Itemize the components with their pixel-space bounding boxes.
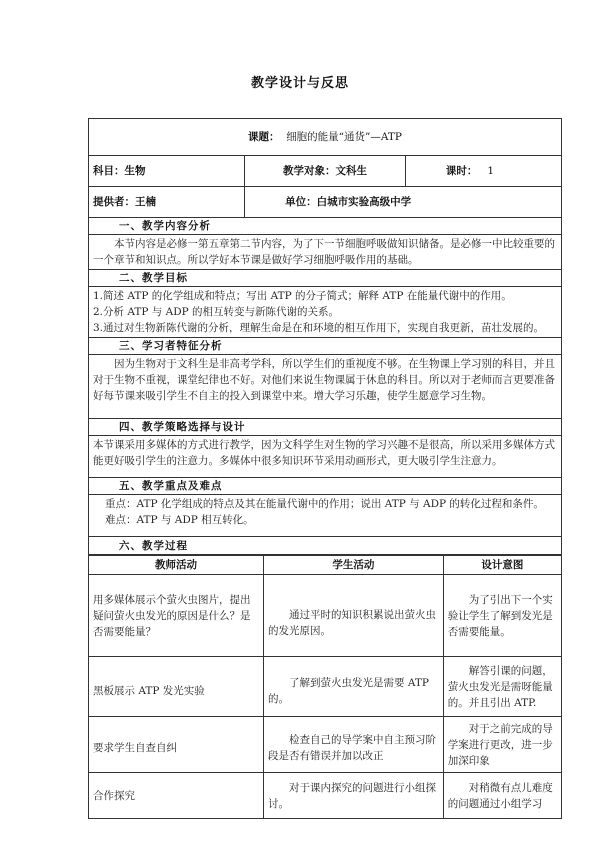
teacher-activity-cell: 要求学生自查自纠 bbox=[89, 717, 264, 773]
process-table bbox=[88, 555, 562, 819]
process-header-row bbox=[89, 556, 562, 575]
section-body: 本节课采用多媒体的方式进行教学，因为文科学生对生物的学习兴趣不是很高，所以采用多媒体方式能更好吸引学生的注意力。多媒体中很多知识环节采用动画形式，更大吸引学生注意力。 bbox=[89, 436, 562, 478]
section-heading: 一、教学内容分析 bbox=[89, 218, 562, 235]
section-heading: 三、学习者特征分析 bbox=[89, 338, 562, 355]
provider-value: 王楠 bbox=[135, 196, 156, 208]
objective-item: 3.通过对生物新陈代谢的分析，理解生命是在和环境的相互作用下，实现自我更新，苗壮发展的。 bbox=[93, 322, 545, 334]
section-3-body-row bbox=[89, 355, 562, 419]
teacher-activity-cell: 合作探究 bbox=[89, 773, 264, 819]
teacher-activity-cell: 用多媒体展示个萤火虫图片，提出疑问萤火虫发光的原因是什么？是否需要能量？ bbox=[89, 575, 264, 657]
lesson-label: 课题： bbox=[248, 131, 280, 143]
subject-cell bbox=[89, 156, 245, 187]
subject-value: 生物 bbox=[124, 165, 146, 177]
objective-item: 1.简述 ATP 的化学组成和特点；写出 ATP 的分子简式；解释 ATP 在能量代谢中的作用。 bbox=[93, 290, 512, 302]
lesson-plan-document bbox=[88, 118, 562, 819]
unit-cell bbox=[245, 187, 562, 218]
unit-value: 白城市实验高级中学 bbox=[316, 196, 412, 208]
key-point-item: 难点：ATP 与 ADP 相互转化。 bbox=[105, 514, 254, 526]
key-point-item: 重点：ATP 化学组成的特点及其在能量代谢中的作用；说出 ATP 与 ADP 的转化过程和条件。 bbox=[105, 498, 544, 510]
section-1-body-row bbox=[89, 235, 562, 270]
section-body: 因为生物对于文科生是非高考学科，所以学生们的重视度不够。在生物课上学习别的科目，并且对于生物不重视，课堂纪律也不好。对他们来说生物课属于休息的科目。所以对于老师而言更要准备好每节课来吸引学生不自主的投入到课堂中来。增大学习乐趣，使学生愿意学习生物。 bbox=[89, 355, 562, 419]
design-intent-cell: 为了引出下一个实验让学生了解到发光是否需要能量。 bbox=[443, 575, 561, 657]
student-activity-cell: 了解到萤火虫发光是需要 ATP 的。 bbox=[264, 657, 444, 717]
lesson-value: 细胞的能量“通货”—ATP bbox=[286, 131, 402, 143]
section-6-heading-row bbox=[89, 537, 562, 555]
teacher-activity-cell: 黑板展示 ATP 发光实验 bbox=[89, 657, 264, 717]
student-activity-header: 学生活动 bbox=[264, 556, 444, 575]
student-activity-cell: 通过平时的知识积累说出萤火虫的发光原因。 bbox=[264, 575, 444, 657]
process-row bbox=[89, 575, 562, 657]
objective-item: 2.分析 ATP 与 ADP 的相互转变与新陈代谢的关系。 bbox=[93, 306, 340, 318]
audience-value: 文科生 bbox=[335, 165, 367, 177]
unit-label: 单位： bbox=[285, 196, 317, 208]
student-activity-cell: 对于课内探究的问题进行小组探讨。 bbox=[264, 773, 444, 819]
hours-cell bbox=[405, 156, 561, 187]
process-row bbox=[89, 717, 562, 773]
section-3-heading-row bbox=[89, 338, 562, 355]
section-5-heading-row bbox=[89, 478, 562, 495]
section-heading: 四、教学策略选择与设计 bbox=[89, 419, 562, 436]
provider-label: 提供者： bbox=[93, 196, 135, 208]
section-heading: 五、教学重点及难点 bbox=[89, 478, 562, 495]
section-4-body-row bbox=[89, 436, 562, 478]
hours-value: 1 bbox=[487, 165, 495, 177]
design-intent-cell: 解答引课的问题，萤火虫发光是需呀能量的。并且引出 ATP. bbox=[443, 657, 561, 717]
meta-row-2 bbox=[89, 187, 562, 218]
header-table bbox=[88, 118, 562, 555]
lesson-row bbox=[89, 119, 562, 156]
section-2-heading-row bbox=[89, 270, 562, 287]
student-activity-cell: 检查自己的导学案中自主预习阶段是否有错误并加以改正 bbox=[264, 717, 444, 773]
section-body bbox=[89, 495, 562, 537]
section-4-heading-row bbox=[89, 419, 562, 436]
design-intent-cell: 对于之前完成的导学案进行更改，进一步加深印象 bbox=[443, 717, 561, 773]
process-row bbox=[89, 773, 562, 819]
process-row bbox=[89, 657, 562, 717]
subject-label: 科目： bbox=[93, 165, 125, 177]
provider-cell bbox=[89, 187, 245, 218]
section-body bbox=[89, 287, 562, 338]
teacher-activity-header: 教师活动 bbox=[89, 556, 264, 575]
section-body: 本节内容是必修一第五章第二节内容，为了下一节细胞呼吸做知识储备。是必修一中比较重要的一个章节和知识点。所以学好本节课是做好学习细胞呼吸作用的基础。 bbox=[89, 235, 562, 270]
section-5-body-row bbox=[89, 495, 562, 537]
meta-row-1 bbox=[89, 156, 562, 187]
lesson-cell bbox=[89, 119, 562, 156]
section-2-body-row bbox=[89, 287, 562, 338]
hours-label: 课时： bbox=[445, 165, 478, 177]
design-intent-header: 设计意图 bbox=[443, 556, 561, 575]
audience-cell bbox=[245, 156, 406, 187]
section-1-heading-row bbox=[89, 218, 562, 235]
section-heading: 六、教学过程 bbox=[89, 537, 562, 555]
page-title: 教学设计与反思 bbox=[250, 76, 349, 91]
section-heading: 二、教学目标 bbox=[89, 270, 562, 287]
design-intent-cell: 对稍微有点儿难度的问题通过小组学习 bbox=[443, 773, 561, 819]
audience-label: 教学对象： bbox=[282, 165, 336, 177]
